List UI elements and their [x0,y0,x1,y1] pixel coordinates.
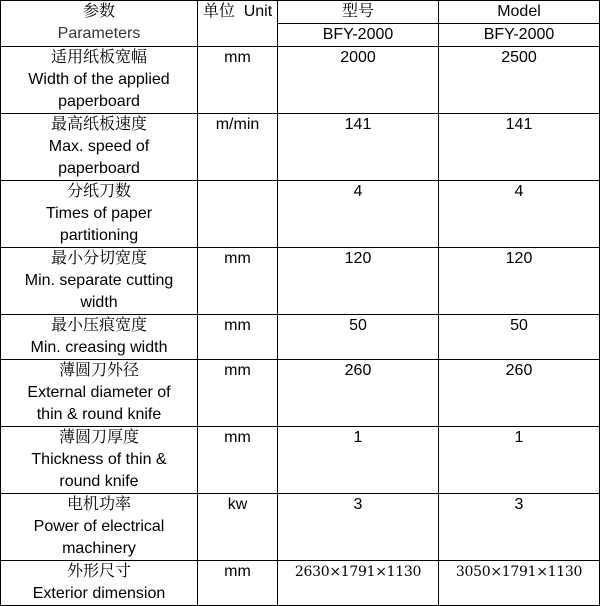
unit-cell: mm [198,427,278,494]
table-row [1,494,600,561]
model-a-value: 1 [278,427,439,494]
model-b-value: 3 [439,494,600,561]
parameters-header-cn: 参数 [82,3,115,20]
model-a-value: 4 [278,181,439,248]
parameters-header [1,1,198,47]
model-a-value: 2000 [278,47,439,114]
param-cell: 薄圆刀外径 External diameter of thin & round knife [1,360,198,427]
model-a-value: 141 [278,114,439,181]
table-row [1,47,600,114]
model-a-value: 50 [278,315,439,360]
unit-cell: mm [198,47,278,114]
param-cell: 分纸刀数 Times of paper partitioning [1,181,198,248]
unit-cell: mm [198,248,278,315]
model-header-cn: 型号 [278,1,439,24]
model-b-value: 3050×1791×1130 [439,561,600,606]
model-b-header: BFY-2000 [439,24,600,47]
unit-cell: kw [198,494,278,561]
model-a-value: 2630×1791×1130 [278,561,439,606]
model-b-value: 260 [439,360,600,427]
model-b-value: 50 [439,315,600,360]
param-cell: 最小分切宽度 Min. separate cutting width [1,248,198,315]
unit-cell [198,181,278,248]
model-a-value: 120 [278,248,439,315]
table-row [1,114,600,181]
param-cell: 适用纸板宽幅 Width of the applied paperboard [1,47,198,114]
unit-header-label: 单位 Unit [202,3,273,20]
model-a-value: 3 [278,494,439,561]
model-b-value: 4 [439,181,600,248]
table-row [1,315,600,360]
table-row [1,248,600,315]
table-row [1,181,600,248]
unit-cell: mm [198,561,278,606]
model-b-value: 1 [439,427,600,494]
unit-header [198,1,278,47]
table-row [1,427,600,494]
table-row [1,561,600,606]
model-header-en: Model [439,1,600,24]
model-b-value: 141 [439,114,600,181]
table-row [1,360,600,427]
param-cell: 最高纸板速度 Max. speed of paperboard [1,114,198,181]
model-b-value: 120 [439,248,600,315]
parameters-header-en: Parameters [57,25,141,42]
param-cell: 电机功率 Power of electrical machinery [1,494,198,561]
model-b-value: 2500 [439,47,600,114]
unit-cell: mm [198,315,278,360]
model-a-value: 260 [278,360,439,427]
unit-cell: mm [198,360,278,427]
unit-cell: m/min [198,114,278,181]
param-cell: 外形尺寸 Exterior dimension [1,561,198,606]
param-cell: 最小压痕宽度 Min. creasing width [1,315,198,360]
param-cell: 薄圆刀厚度 Thickness of thin & round knife [1,427,198,494]
model-a-header: BFY-2000 [278,24,439,47]
header-row [1,1,600,24]
